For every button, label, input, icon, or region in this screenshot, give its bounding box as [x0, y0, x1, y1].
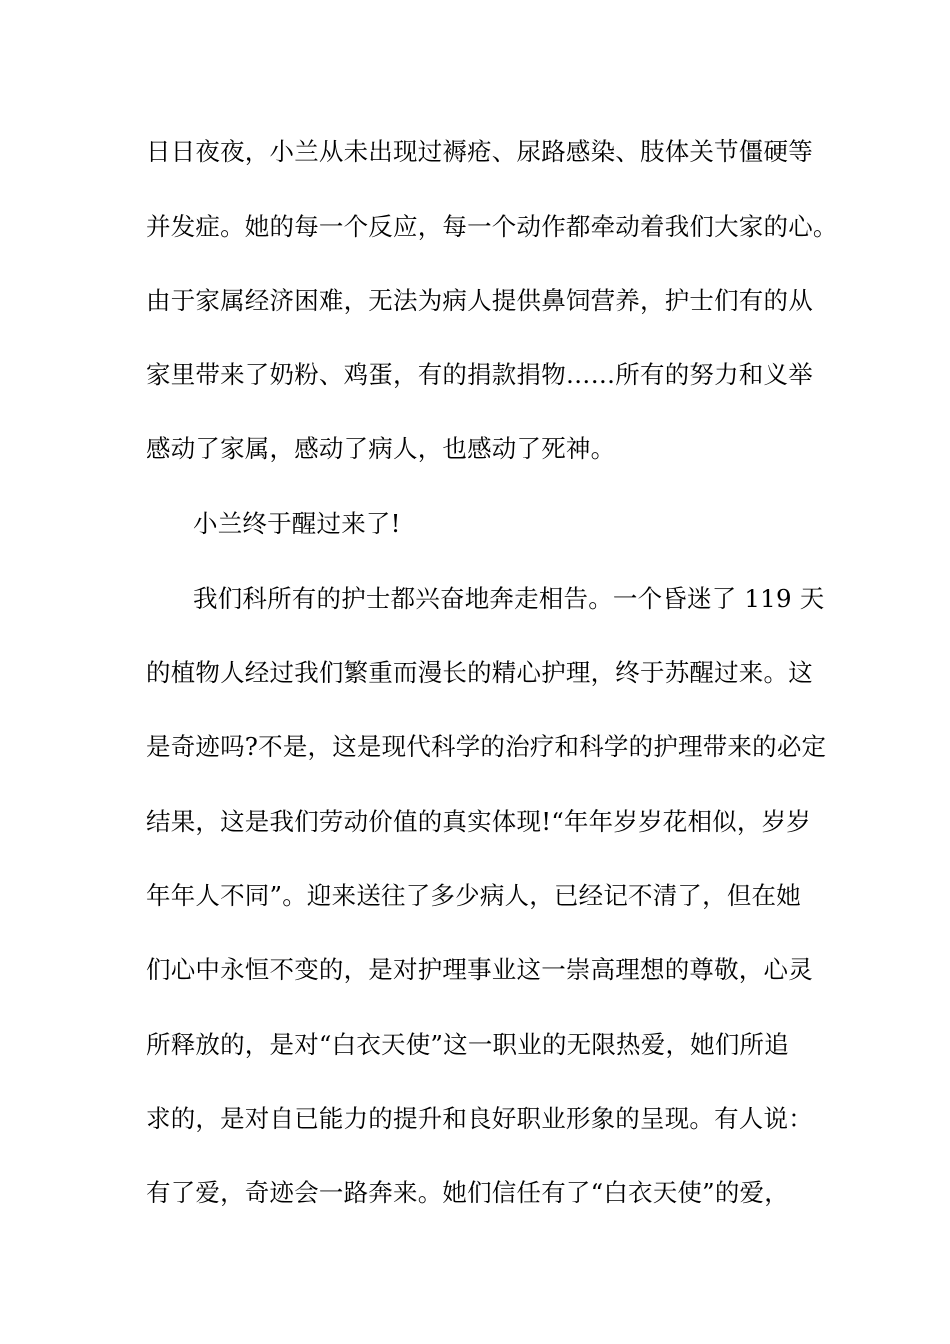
text-line: 感动了家属，感动了病人，也感动了死神。	[146, 434, 616, 463]
text-line: 们心中永恒不变的，是对护理事业这一崇高理想的尊敬，心灵	[146, 955, 813, 984]
text-line: 并发症。她的每一个反应，每一个动作都牵动着我们大家的心。	[146, 212, 838, 241]
paragraph-line: 我们科所有的护士都兴奋地奔走相告。一个昏迷了 119 天	[193, 584, 825, 613]
text-line: 是奇迹吗?不是，这是现代科学的治疗和科学的护理带来的必定	[146, 732, 827, 761]
text-line: 的植物人经过我们繁重而漫长的精心护理，终于苏醒过来。这	[146, 658, 813, 687]
text-line: 有了爱，奇迹会一路奔来。她们信任有了“白衣天使”的爱，	[146, 1178, 789, 1207]
text-line: 由于家属经济困难，无法为病人提供鼻饲营养，护士们有的从	[146, 286, 813, 315]
text-line: 求的，是对自已能力的提升和良好职业形象的呈现。有人说：	[146, 1104, 813, 1133]
text-line: 所释放的，是对“白衣天使”这一职业的无限热爱，她们所追	[146, 1030, 789, 1059]
text-line: 年年人不同”。迎来送往了多少病人，已经记不清了，但在她	[146, 881, 801, 910]
text-line: 结果，这是我们劳动价值的真实体现!“年年岁岁花相似，岁岁	[146, 807, 811, 836]
text-line: 日日夜夜，小兰从未出现过褥疮、尿路感染、肢体关节僵硬等	[146, 137, 813, 166]
text-line: 家里带来了奶粉、鸡蛋，有的捐款捐物……所有的努力和义举	[146, 360, 813, 389]
paragraph-line: 小兰终于醒过来了!	[193, 509, 401, 538]
